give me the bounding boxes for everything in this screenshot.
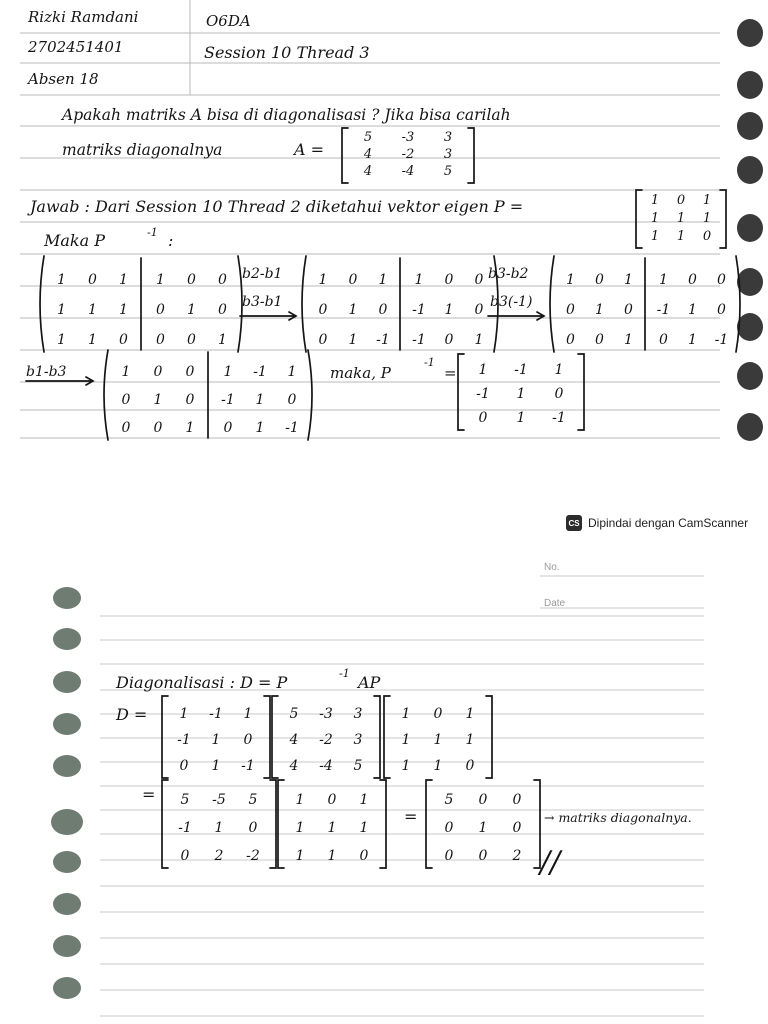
matrix-cell: 1 <box>57 272 66 288</box>
inverse-superscript: -1 <box>147 226 158 239</box>
matrix-cell: 0 <box>566 332 575 348</box>
matrix-cell: 2 <box>214 848 224 864</box>
matrix-cell: 0 <box>717 272 726 288</box>
question-line-1: Apakah matriks A bisa di diagonalisasi ? Jika bisa carilah <box>62 106 511 124</box>
matrix-cell: 0 <box>624 302 633 318</box>
matrix-cell: 0 <box>717 302 726 318</box>
matrix-cell: 1 <box>624 272 633 288</box>
matrix-cell: 1 <box>214 820 224 836</box>
matrix-bracket-right <box>270 780 276 868</box>
matrix-cell: 4 <box>363 164 373 179</box>
answer-line-2: Maka P <box>44 231 106 250</box>
matrix-cell: 0 <box>676 193 686 208</box>
matrix-cell: 0 <box>566 302 575 318</box>
binder-hole <box>737 19 763 47</box>
matrix-cell: 0 <box>223 420 233 436</box>
matrix-cell: 5 <box>248 792 258 808</box>
matrix-cell: 0 <box>512 820 522 836</box>
maka-text: maka, P <box>330 364 391 382</box>
matrix-cell: -1 <box>412 332 426 348</box>
matrix-bracket-left <box>278 780 284 868</box>
end-mark: // <box>540 845 561 880</box>
matrix-a <box>272 696 380 778</box>
formula-ap: AP <box>358 673 381 692</box>
binder-hole <box>53 977 81 999</box>
matrix-cell: 0 <box>378 302 388 318</box>
matrix-cell: 5 <box>443 164 453 179</box>
matrix-cell: 1 <box>211 732 221 748</box>
matrix-cell: 0 <box>187 272 196 288</box>
camscanner-logo: CS <box>566 515 582 531</box>
matrix-cell: 0 <box>218 302 227 318</box>
matrix-cell: 1 <box>650 193 660 208</box>
matrix-cell: 0 <box>444 848 454 864</box>
matrix-cell: 0 <box>595 272 604 288</box>
matrix-cell: 0 <box>121 420 131 436</box>
binder-hole <box>737 413 763 441</box>
diagonalization-formula: Diagonalisasi : D = P <box>116 673 288 692</box>
matrix-cell: 1 <box>211 758 221 774</box>
matrix-a-label: A = <box>294 140 325 159</box>
matrix-cell: 1 <box>348 332 358 348</box>
binder-hole <box>737 313 763 341</box>
matrix-cell: -1 <box>209 706 223 722</box>
matrix-cell: 0 <box>185 392 195 408</box>
matrix-cell: 0 <box>478 410 488 426</box>
matrix-cell: 0 <box>153 364 163 380</box>
matrix-bracket-left <box>162 780 168 868</box>
matrix-cell: 1 <box>187 302 196 318</box>
matrix-cell: 1 <box>401 758 411 774</box>
matrix-cell: 0 <box>433 706 443 722</box>
matrix-cell: 1 <box>433 732 443 748</box>
matrix-cell: 1 <box>474 332 484 348</box>
diagonal-matrix-d <box>426 780 540 868</box>
matrix-cell: 0 <box>287 392 297 408</box>
matrix-cell: 1 <box>702 211 712 226</box>
matrix-cell: 0 <box>474 302 484 318</box>
binder-hole <box>53 851 81 873</box>
matrix-cell: 1 <box>57 332 66 348</box>
matrix-cell: 1 <box>465 732 475 748</box>
matrix-cell: 0 <box>156 332 165 348</box>
matrix-cell: 2 <box>512 848 522 864</box>
matrix-bracket-left <box>426 780 432 868</box>
notebook-page-2 <box>51 562 704 1016</box>
matrix-cell: 1 <box>444 302 454 318</box>
matrix-cell: -3 <box>401 130 415 145</box>
inverse-superscript: -1 <box>424 356 435 369</box>
matrix-cell: 0 <box>348 272 358 288</box>
row-op-b1-b3: b1-b3 <box>26 364 67 380</box>
binder-hole <box>53 893 81 915</box>
matrix-cell: 0 <box>185 364 195 380</box>
matrix-cell: 0 <box>248 820 258 836</box>
binder-hole <box>53 587 81 609</box>
matrix-cell: 5 <box>353 758 363 774</box>
binder-hole <box>737 268 763 296</box>
matrix-cell: 3 <box>353 706 363 722</box>
result-note: → matriks diagonalnya. <box>544 810 692 825</box>
matrix-cell: 1 <box>295 792 305 808</box>
matrix-cell: 1 <box>688 332 697 348</box>
answer-line-1: Jawab : Dari Session 10 Thread 2 diketahui vektor eigen P = <box>30 197 524 216</box>
matrix-cell: 0 <box>318 302 328 318</box>
answer-colon: : <box>168 231 174 250</box>
binder-hole <box>53 671 81 693</box>
matrix-cell: 0 <box>444 820 454 836</box>
matrix-cell: 5 <box>363 130 373 145</box>
no-label: No. <box>544 562 560 573</box>
matrix-cell: 0 <box>179 758 189 774</box>
matrix-cell: 0 <box>88 272 97 288</box>
matrix-cell: 1 <box>223 364 233 380</box>
matrix-cell: 0 <box>153 420 163 436</box>
matrix-bracket-left <box>162 696 168 778</box>
matrix-bracket-right <box>264 696 270 778</box>
matrix-cell: -1 <box>285 420 299 436</box>
matrix-cell: 1 <box>348 302 358 318</box>
matrix-cell: 1 <box>179 706 189 722</box>
binder-hole <box>53 935 81 957</box>
camscanner-text: Dipindai dengan CamScanner <box>588 516 749 530</box>
matrix-cell: 1 <box>566 272 575 288</box>
matrix-cell: 3 <box>443 147 453 162</box>
matrix-bracket-right <box>380 780 386 868</box>
matrix-cell: 1 <box>287 364 297 380</box>
matrix-cell: 1 <box>465 706 475 722</box>
matrix-cell: 1 <box>414 272 424 288</box>
matrix-cell: 1 <box>88 332 97 348</box>
matrix-cell: -1 <box>177 732 191 748</box>
matrix-cell: -1 <box>552 410 566 426</box>
session-title: Session 10 Thread 3 <box>204 43 370 62</box>
matrix-cell: -1 <box>376 332 390 348</box>
matrix-p-inverse <box>162 696 270 778</box>
matrix-cell: 0 <box>702 229 712 244</box>
matrix-cell: 0 <box>121 392 131 408</box>
matrix-cell: 1 <box>676 211 686 226</box>
d-label: D = <box>116 705 148 724</box>
matrix-cell: 1 <box>516 410 526 426</box>
matrix-cell: 0 <box>218 272 227 288</box>
matrix-cell: 1 <box>516 386 526 402</box>
matrix-cell: 1 <box>659 272 668 288</box>
matrix-cell: -5 <box>212 792 226 808</box>
equals-sign: = <box>142 785 156 804</box>
matrix-cell: 0 <box>478 792 488 808</box>
matrix-cell: 1 <box>595 302 604 318</box>
matrix-cell: 0 <box>465 758 475 774</box>
matrix-cell: 1 <box>255 420 265 436</box>
matrix-cell: 1 <box>401 706 411 722</box>
matrix-cell: 0 <box>243 732 253 748</box>
matrix-cell: 1 <box>243 706 253 722</box>
binder-hole <box>737 71 763 99</box>
matrix-cell: 0 <box>512 792 522 808</box>
matrix-cell: 1 <box>650 211 660 226</box>
matrix-cell: -1 <box>514 362 528 378</box>
matrix-cell: 1 <box>359 792 369 808</box>
matrix-cell: 0 <box>478 848 488 864</box>
matrix-cell: 0 <box>659 332 668 348</box>
matrix-cell: 0 <box>474 272 484 288</box>
matrix-cell: 1 <box>88 302 97 318</box>
matrix-cell: 3 <box>353 732 363 748</box>
matrix-cell: 0 <box>327 792 337 808</box>
attendance-number: Absen 18 <box>28 70 99 88</box>
matrix-bracket-right <box>486 696 492 778</box>
equals-sign: = <box>444 364 457 382</box>
matrix-cell: 1 <box>624 332 633 348</box>
binder-hole <box>53 628 81 650</box>
matrix-cell: 1 <box>433 758 443 774</box>
matrix-cell: -4 <box>401 164 415 179</box>
matrix-cell: 1 <box>156 272 165 288</box>
matrix-cell: 1 <box>295 820 305 836</box>
matrix-cell: 3 <box>443 130 453 145</box>
matrix-cell: 0 <box>554 386 564 402</box>
matrix-cell: 1 <box>318 272 328 288</box>
matrix-cell: 1 <box>255 392 265 408</box>
matrix-cell: -1 <box>412 302 426 318</box>
binder-hole <box>51 809 83 835</box>
matrix-cell: 1 <box>359 820 369 836</box>
matrix-cell: 1 <box>121 364 131 380</box>
student-name: Rizki Ramdani <box>28 8 139 26</box>
row-op-b3-b2: b3-b2 <box>488 266 529 282</box>
matrix-bracket-left <box>272 696 278 778</box>
notebook-page-1 <box>0 0 768 448</box>
row-op-b2-b1: b2-b1 <box>242 266 283 282</box>
matrix-cell: -2 <box>401 147 415 162</box>
equals-sign: = <box>404 807 418 826</box>
matrix-cell: -2 <box>319 732 333 748</box>
matrix-cell: 0 <box>595 332 604 348</box>
matrix-cell: 0 <box>318 332 328 348</box>
matrix-p <box>384 696 492 778</box>
matrix-cell: -1 <box>714 332 729 348</box>
matrix-cell: 1 <box>327 848 337 864</box>
student-id: 2702451401 <box>28 38 124 56</box>
matrix-cell: 0 <box>156 302 165 318</box>
matrix-cell: 0 <box>187 332 196 348</box>
matrix-cell: 1 <box>185 420 195 436</box>
matrix-cell: 5 <box>180 792 190 808</box>
matrix-cell: 1 <box>57 302 66 318</box>
matrix-bracket-right <box>374 696 380 778</box>
matrix-cell: 4 <box>289 758 299 774</box>
matrix-cell: 5 <box>289 706 299 722</box>
matrix-cell: -1 <box>656 302 671 318</box>
matrix-cell: 1 <box>478 362 488 378</box>
matrix-cell: -4 <box>319 758 333 774</box>
matrix-cell: 1 <box>401 732 411 748</box>
matrix-cell: 1 <box>295 848 305 864</box>
matrix-cell: 5 <box>444 792 454 808</box>
matrix-cell: 1 <box>378 272 388 288</box>
camscanner-badge <box>566 512 748 534</box>
matrix-cell: 1 <box>676 229 686 244</box>
matrix-cell: -1 <box>476 386 490 402</box>
matrix-cell: -1 <box>241 758 255 774</box>
binder-hole <box>737 112 763 140</box>
matrix-cell: 1 <box>478 820 488 836</box>
inverse-superscript: -1 <box>339 667 350 680</box>
matrix-cell: 1 <box>554 362 564 378</box>
matrix-cell: 4 <box>363 147 373 162</box>
matrix-cell: 0 <box>444 272 454 288</box>
matrix-cell: -2 <box>246 848 260 864</box>
row-op-b3-neg1: b3(-1) <box>490 294 533 310</box>
matrix-cell: 0 <box>180 848 190 864</box>
matrix-p <box>278 780 386 868</box>
matrix-cell: 0 <box>359 848 369 864</box>
matrix-cell: 0 <box>688 272 697 288</box>
matrix-cell: 0 <box>119 332 128 348</box>
matrix-cell: -1 <box>178 820 192 836</box>
binder-hole <box>737 214 763 242</box>
binder-hole <box>737 362 763 390</box>
matrix-cell: -1 <box>221 392 235 408</box>
binder-hole <box>737 156 763 184</box>
date-label: Date <box>544 598 566 609</box>
matrix-cell: 1 <box>688 302 697 318</box>
product-p-inverse-a <box>162 780 276 868</box>
matrix-cell: -1 <box>253 364 267 380</box>
class-code: O6DA <box>206 12 251 30</box>
matrix-cell: 1 <box>218 332 227 348</box>
matrix-cell: 0 <box>444 332 454 348</box>
matrix-cell: 1 <box>119 302 128 318</box>
row-op-b3-b1: b3-b1 <box>242 294 283 310</box>
matrix-cell: -3 <box>319 706 333 722</box>
matrix-bracket-left <box>384 696 390 778</box>
matrix-cell: 1 <box>327 820 337 836</box>
matrix-cell: 4 <box>289 732 299 748</box>
binder-hole <box>53 755 81 777</box>
matrix-cell: 1 <box>650 229 660 244</box>
binder-hole <box>53 713 81 735</box>
question-line-2: matriks diagonalnya <box>62 141 223 159</box>
matrix-cell: 1 <box>702 193 712 208</box>
matrix-cell: 1 <box>153 392 163 408</box>
matrix-cell: 1 <box>119 272 128 288</box>
